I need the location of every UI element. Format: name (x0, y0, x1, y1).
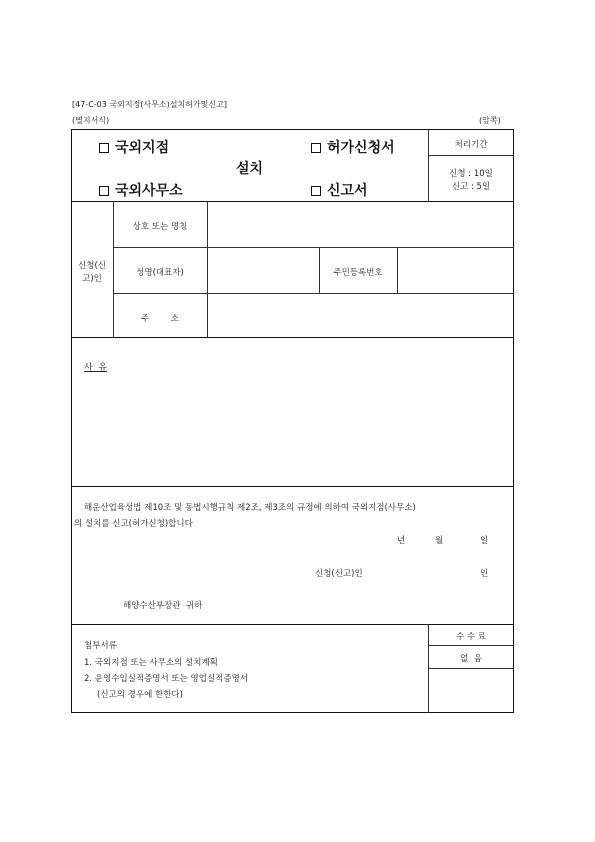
annex-label: (별지서식) (72, 116, 110, 125)
divider (397, 247, 398, 293)
attachment-item-2: 2. 운영수입실적증명서 또는 영업실적증명서 (84, 674, 249, 684)
representative-field[interactable] (209, 249, 317, 291)
seal-label: 인 (480, 569, 489, 579)
attachments-title: 첨부서류 (84, 641, 117, 651)
processing-period-title: 처리기간 (454, 140, 488, 150)
divider (71, 201, 514, 202)
attachment-item-1: 1. 국외지점 또는 사무소의 설치계획 (84, 658, 218, 668)
page-side-label: (앞쪽) (479, 116, 501, 125)
option-report-label: 신고서 (327, 183, 368, 199)
date-day-label: 일 (480, 536, 489, 546)
divider (207, 201, 208, 337)
divider (428, 155, 514, 156)
applicant-side-label-1: 신청(신 (78, 261, 106, 271)
attachment-item-2-note: (신고의 경우에 한한다) (97, 690, 183, 700)
signer-label: 신청(신고)인 (315, 569, 363, 579)
address-label: 주 소 (140, 314, 180, 324)
divider (428, 645, 514, 646)
checkbox-icon[interactable] (99, 143, 109, 153)
option-permit-application-label: 허가신청서 (327, 140, 395, 156)
option-overseas-office-label: 국외사무소 (115, 183, 183, 199)
business-name-field[interactable] (209, 203, 512, 245)
checkbox-icon[interactable] (311, 186, 321, 196)
option-permit-application[interactable] (311, 137, 395, 157)
reason-field[interactable] (80, 376, 505, 480)
checkbox-icon[interactable] (311, 143, 321, 153)
divider (71, 486, 514, 487)
reason-label: 사 유 (84, 363, 108, 373)
date-month-label: 월 (435, 536, 444, 546)
divider (113, 247, 514, 248)
checkbox-icon[interactable] (99, 186, 109, 196)
option-overseas-branch[interactable] (99, 137, 169, 157)
fee-value: 없 음 (460, 654, 482, 664)
resident-number-field[interactable] (399, 249, 512, 291)
option-overseas-office[interactable] (99, 180, 183, 200)
divider (71, 337, 514, 338)
option-overseas-branch-label: 국외지점 (115, 140, 170, 156)
divider (428, 668, 514, 669)
option-report[interactable] (311, 180, 368, 200)
form-code: [47-C-03 국외지정(사무소)설치허가및신고] (72, 100, 227, 109)
declaration-text-1: 해운산업육성법 제10조 및 동법시행규칙 제2조, 제3조의 규정에 의하여 국외지점(사무소) (84, 503, 416, 513)
address-field[interactable] (209, 295, 512, 335)
representative-label: 성명(대표자) (136, 268, 184, 278)
divider (71, 624, 514, 625)
processing-period-apply: 신청 : 10일 (449, 169, 493, 179)
fee-title: 수 수 료 (455, 632, 487, 642)
applicant-side-label-2: 고)인 (82, 274, 102, 284)
addressee-label: 해양수산부장관 귀하 (123, 601, 203, 611)
form-title-install: 설치 (236, 161, 264, 177)
date-year-label: 년 (397, 536, 406, 546)
declaration-text-2: 의 설치를 신고(허가신청)합니다 (74, 519, 193, 529)
processing-period-report: 신고 : 5일 (451, 182, 491, 192)
divider (113, 293, 514, 294)
resident-number-label: 주민등록번호 (333, 268, 383, 278)
business-name-label: 상호 또는 명칭 (132, 222, 188, 232)
